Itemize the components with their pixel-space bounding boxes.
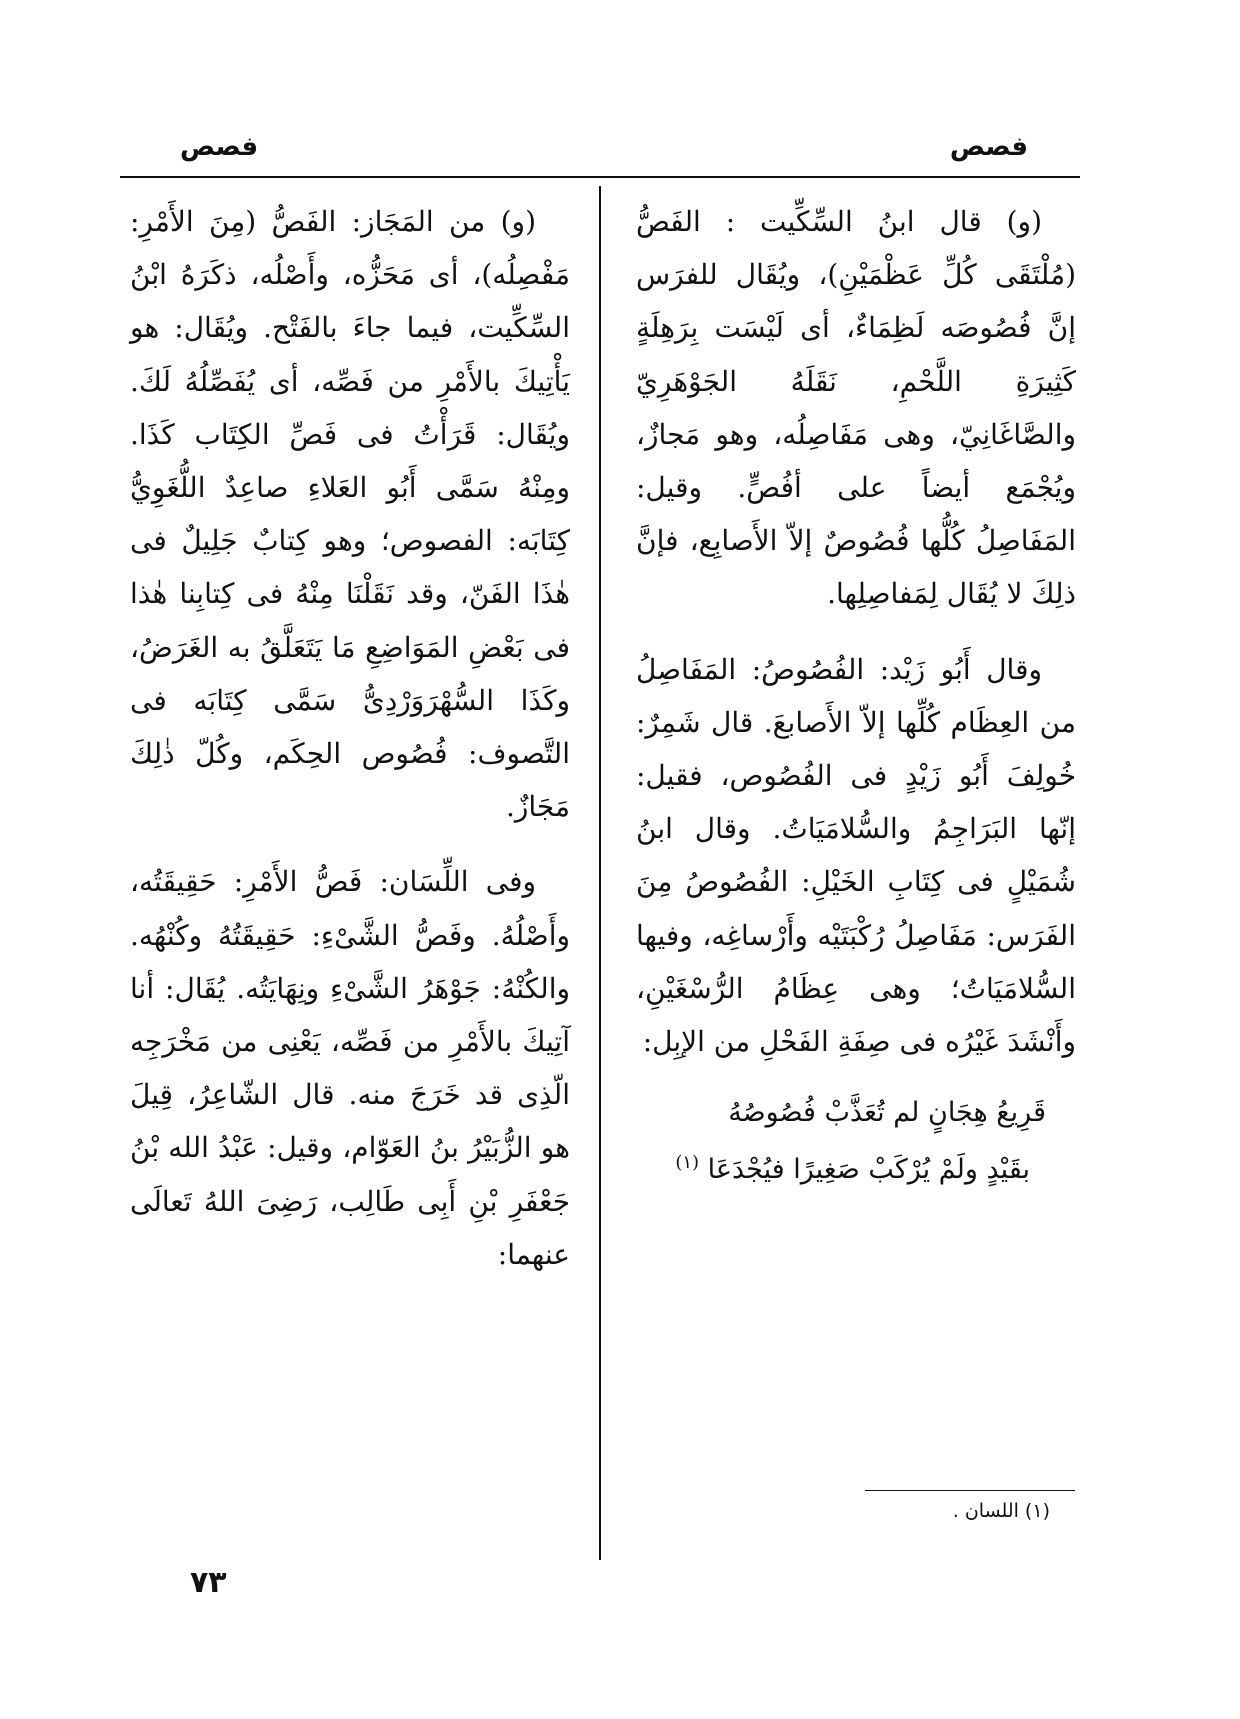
right-column xyxy=(636,195,1076,1195)
footnote-rule xyxy=(865,1490,1075,1491)
right-paragraph-2: وقال أَبُو زَيْد: الفُصُوصُ: المَفَاصِلُ من العِظَام كُلِّها إلاّ الأَصابعَ. قال شَمِرٌ: خُولِفَ أَبُو زَيْدٍ فى الفُصُوص، فقيل: إنّها البَرَاجِمُ والسُّلامَيَاتُ. وقال ابنُ شُمَيْلٍ فى كِتَابِ الخَيْلِ: الفُصُوصُ مِنَ الفَرَس: مَفَاصِلُ رُكْبَتَيْه وأَرْساغِه، وفيها السُّلامَيَاتُ؛ وهى عِظَامُ الرُّسْغَيْنِ، وأَنْشَدَ غَيْرُه فى صِفَةِ الفَحْلِ من الإبِل: xyxy=(636,652,1076,1059)
header-rule xyxy=(120,176,1080,178)
page-number: ٧٣ xyxy=(190,1565,227,1600)
column-divider xyxy=(599,186,601,1560)
left-column xyxy=(130,195,570,1281)
left-paragraph-2: وفى اللِّسَان: فَصُّ الأَمْرِ: حَقِيقَتُه، وأَصْلُهُ. وفَصُّ الشَّىْءِ: حَقِيقَتُهُ وكُنْهُه. والكُنْهُ: جَوْهَرُ الشَّىْءِ ونِهَايَتُه. يُقَال: أنا آتِيكَ بالأَمْرِ من فَصِّه، يَعْنِى من مَخْرَجِه الّذِى قد خَرَجَ منه. قال الشّاعِرُ، قِيلَ هو الزُّبَيْرُ بنُ العَوّام، وقيل: عَبْدُ الله بْنُ جَعْفَرِ بْنِ أَبِى طَالِب، رَضِىَ اللهُ تَعالَى عنهما: xyxy=(130,865,570,1271)
running-head-left: فصص xyxy=(180,132,259,162)
verse-line-2 xyxy=(636,1138,1076,1195)
footnote-mark: (١) xyxy=(675,1152,700,1174)
running-head-right: فصص xyxy=(949,132,1028,162)
verse-line-2-text: بقَيْدٍ ولَمْ يُرْكَبْ صَغِيرًا فيُجْدَعَا xyxy=(707,1154,1030,1186)
left-paragraph-1: (و) من المَجَاز: الفَصُّ (مِنَ الأَمْرِ: مَفْصِلُه)، أى مَحَزُّه، وأَصْلُه، ذكَرَهُ ابْنُ السِّكِّيت، فيما جاءَ بالفَتْح. ويُقَال: هو يَأْتِيكَ بالأَمْرِ من فَصِّه، أى يُفَصِّلُهُ لَكَ. ويُقَال: قَرَأْتُ فى فَصِّ الكِتَاب كَذَا. ومِنْهُ سَمَّى أَبُو العَلاءِ صاعِدٌ اللُّغَوِيُّ كِتَابَه: الفصوص؛ وهو كِتابٌ جَلِيلٌ فى هٰذَا الفَنّ، وقد نَقَلْنَا مِنْهُ فى كِتابِنا هٰذا فى بَعْضِ المَوَاضِعِ مَا يَتَعَلَّقُ به الغَرَضُ، وكَذَا السُّهْرَوَرْدِىُّ سَمَّى كِتَابَه فى التَّصوف: فُصُوص الحِكَم، وكُلّ ذٰلِكَ مَجَازٌ. xyxy=(130,205,570,824)
verse-line-1: قَرِيعُ هِجَانٍ لم تُعَذَّبْ فُصُوصُهُ xyxy=(728,1097,1046,1129)
right-paragraph-1: (و) قال ابنُ السِّكِّيت : الفَصُّ (مُلْتَقَى كُلِّ عَظْمَيْنِ)، ويُقَال للفرَس إنَّ فُصُوصَه لَظِمَاءٌ، أى لَيْسَت بِرَهِلَةٍ كَثِيرَةِ اللَّحْمِ، نَقَلَهُ الجَوْهَرِيّ والصَّاغَانِيّ، وهى مَفَاصِلُه، وهو مَجازٌ، ويُجْمَع أيضاً على أفُصٍّ. وقيل: المَفَاصِلُ كُلُّها فُصُوصٌ إلاّ الأَصابِع، فإنَّ ذلِكَ لا يُقَال لِمَفاصِلِها. xyxy=(636,205,1076,611)
footnote: (١) اللسان . xyxy=(952,1500,1050,1522)
verse xyxy=(636,1088,1076,1195)
